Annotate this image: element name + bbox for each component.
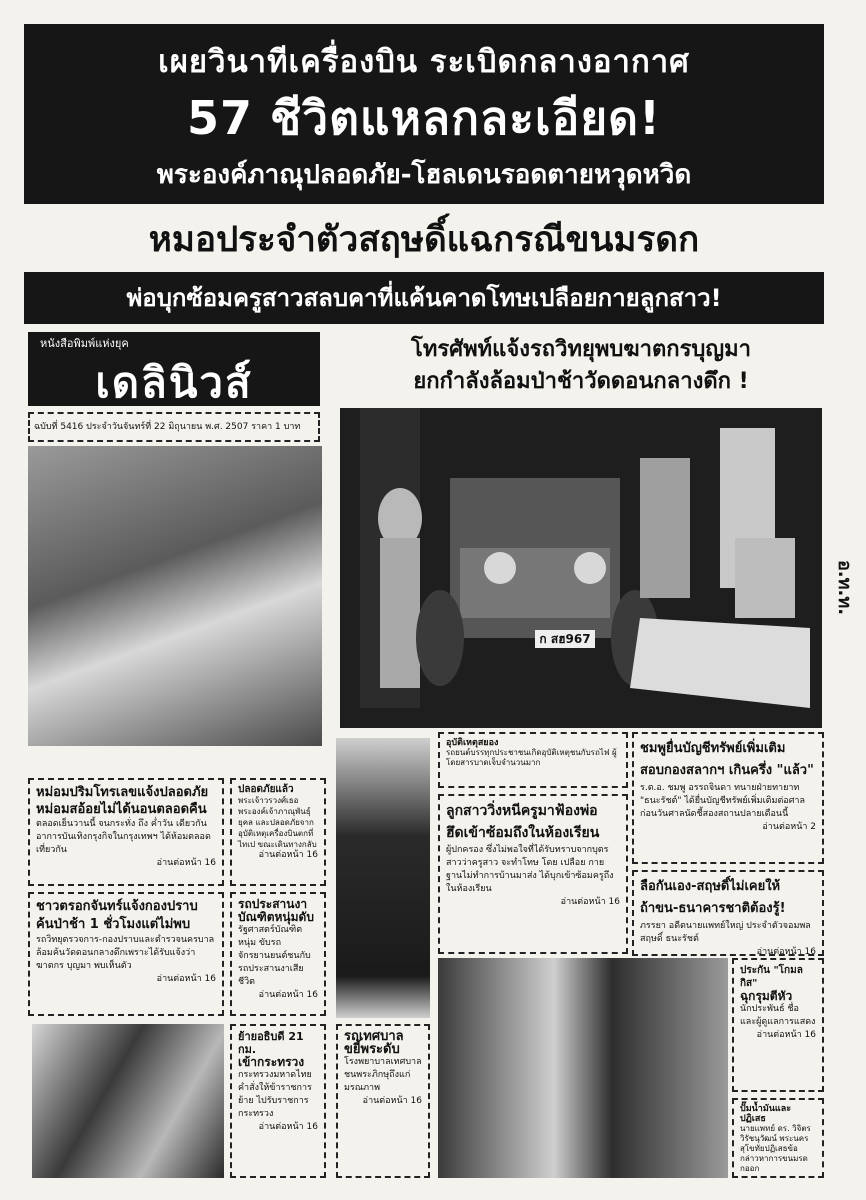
story-safe-cont: อ่านต่อหน้า 16 [258, 850, 318, 860]
story-student-cont: อ่านต่อหน้า 16 [258, 990, 318, 1000]
masthead-tagline: หนังสือพิมพ์แห่งยุค [40, 337, 129, 350]
story-police-headline-2: ค้นป่าช้า 1 ชั่วโมงแต่ไม่พบ [36, 917, 191, 932]
story-transfer [230, 1024, 326, 1178]
story-safe-headline: ปลอดภัยแล้ว [238, 784, 294, 795]
story-bank-cont: อ่านต่อหน้า 16 [756, 947, 816, 957]
story-bank-headline-1: ลือกันเอง-สฤษดิ์ไม่เคยให้ [640, 879, 781, 894]
story-police [28, 892, 224, 1016]
story-bank [632, 870, 824, 956]
story-princess-cont: อ่านต่อหน้า 16 [756, 1030, 816, 1040]
story-transfer-cont: อ่านต่อหน้า 16 [258, 1122, 318, 1132]
story-police-body: รถวิทยุตรวจการ-กองปราบและตำรวจนครบาล ล้อมค้นวัดดอนกลางดึกเพราะได้รับแจ้งว่า ฆาตกร บุญมา พบเห็นตัว [36, 935, 215, 971]
story-municipal-cont: อ่านต่อหน้า 16 [362, 1096, 422, 1106]
story-fire-body: นายแพทย์ ดร. วิจิตร วิรัชนุวัฒน์ พระนครสุโขทัยปฏิเสธข้อกล่าวหาการขนมรดกออก [740, 1124, 811, 1173]
photo-story-headline-line-1: โทรศัพท์แจ้งรถวิทยุพบฆาตกรบุญมา [411, 337, 751, 362]
story-assets-headline-1: ชมพูยื่นบัญชีทรัพย์เพิ่มเติม [640, 741, 786, 756]
story-safe [230, 778, 326, 886]
story-municipal [336, 1024, 430, 1178]
third-headline: พ่อบุกซ้อมครูสาวสลบคาที่แค้นคาดโทษเปลือยกายลูกสาว! [24, 272, 824, 324]
license-plate: ก สฮ967 [535, 630, 595, 648]
story-bank-headline-2: ถ้าขน-ธนาคารชาติต้องรู้! [640, 901, 786, 916]
vertical-mark: อ.ท.ท. [834, 560, 855, 616]
story-safe-body: พระเจ้าวรวงศ์เธอพระองค์เจ้าภาณุพันธุ์ยุคล และปลอดภัยจากอุบัติเหตุเครื่องบินตกที่ไทเป ขณะเดินทางกลับ [238, 796, 317, 849]
story-student [230, 892, 326, 1016]
story-accident-body: รถยนต์บรรทุกประชาชนเกิดอุบัติเหตุชนกับรถไฟ ผู้โดยสารบาดเจ็บจำนวนมาก [446, 748, 617, 767]
story-girl-cont: อ่านต่อหน้า 16 [560, 897, 620, 907]
story-transfer-body: กระทรวงมหาดไทยคำสั่งให้ข้าราชการย้าย ไปรับราชการกระทรวง [238, 1070, 312, 1119]
family-photo [32, 1024, 224, 1178]
story-accident-headline: อุบัติเหตุสยอง [446, 738, 499, 748]
story-girl [438, 794, 628, 954]
story-police-headline-1: ชาวตรอกจันทร์แจ้งกองปราบ [36, 899, 198, 914]
story-doctor-cont: อ่านต่อหน้า 16 [156, 858, 216, 868]
story-fire-headline: ปั๊มน้ำมันและปฏิเสธ [740, 1104, 792, 1124]
story-transfer-headline-1: ย้ายอธิบดี 21 กม. [238, 1030, 304, 1056]
headline-line-3: พระองค์ภาณุปลอดภัย-โฮลเดนรอดตายหวุดหวิด [156, 160, 692, 190]
story-student-body: รัฐศาสตร์บัณฑิตหนุ่ม ขับรถจักรยานยนต์ชนกับรถประสานงาเสียชีวิต [238, 925, 311, 987]
story-accident [438, 732, 628, 788]
portrait-photo [28, 446, 322, 746]
photo-story-headline [338, 334, 824, 404]
story-doctor-body: ตลอดเย็นวานนี้ จนกระทั่ง ถึง ค่ำวัน เดียวกัน อาการบันเทิงกรุงกิจในกรุงเทพฯ ได้ห้อมตลอดเที่ยวกัน [36, 819, 211, 855]
story-fire [732, 1098, 824, 1178]
story-assets-cont: อ่านต่อหน้า 2 [762, 822, 816, 832]
headline-line-1: เผยวินาทีเครื่องบิน ระเบิดกลางอากาศ [158, 44, 690, 80]
story-municipal-headline-1: รถเทศบาล [344, 1029, 404, 1044]
story-doctor-headline-1: หม่อมปริมโทรเลขแจ้งปลอดภัย [36, 785, 209, 800]
story-girl-body: ผู้ปกครอง ซึ่งไม่พอใจที่ได้รับทราบจากบุตรสาวว่าครูสาว จะทำโทษ โดย เปลือย กาย ฐานไม่ทำการบ้านมาส่ง ได้บุกเข้าซ้อมครูถึงในห้องเรียน [446, 845, 614, 894]
jeep-photo [340, 408, 822, 728]
story-assets [632, 732, 824, 864]
story-municipal-body: โรงพยาบาลเทศบาล ชนพระภิกษุถึงแก่มรณภาพ [344, 1057, 422, 1093]
standing-man-photo [336, 738, 430, 1018]
story-princess-headline-1: ประกัน "โกมลกิส" [740, 965, 803, 989]
story-municipal-headline-2: ขยี้พระดับ [344, 1042, 400, 1057]
story-transfer-headline-2: เข้ากระทรวง [238, 1055, 305, 1069]
headline-line-2: 57 ชีวิตแหลกละเอียด! [186, 91, 661, 145]
photo-story-headline-line-2: ยกกำลังล้อมป่าช้าวัดดอนกลางดึก ! [413, 369, 749, 394]
story-assets-body: ร.ต.อ. ชมพู อรรถจินดา ทนายฝ่ายทายาท "ธนะรัชต์" ได้ยื่นบัญชีทรัพย์เพิ่มเติมต่อศาล ก่อนวันศาลนัดชี้สองสถานปลายเดือนนี้ [640, 783, 805, 819]
masthead-name: เดลินิวส์ [95, 358, 253, 407]
story-student-headline-2: บัณฑิตหนุ่มดับ [238, 910, 314, 924]
story-bank-body: ภรรยา อดีตนายแพทย์ใหญ่ ประจำตัวจอมพลสฤษดิ์ ธนะรัชต์ [640, 921, 811, 944]
main-headline-block [24, 24, 824, 204]
issue-line: ฉบับที่ 5416 ประจำวันจันทร์ที่ 22 มิถุนายน พ.ศ. 2507 ราคา 1 บาท [28, 412, 320, 442]
story-girl-headline-2: ฮึดเข้าซ้อมถึงในห้องเรียน [446, 825, 600, 841]
couple-photo [438, 958, 728, 1178]
story-police-cont: อ่านต่อหน้า 16 [156, 974, 216, 984]
second-headline: หมอประจำตัวสฤษดิ์แฉกรณีขนมรดก [148, 220, 700, 260]
story-assets-headline-2: สอบกองสลากฯ เกินครึ่ง "แล้ว" [640, 763, 814, 778]
story-princess-body: นักประพันธ์ ชื่อ และผู้ดูแลการแสดง [740, 1004, 816, 1027]
story-student-headline-1: รถประสานงา [238, 897, 308, 911]
story-princess [732, 958, 824, 1092]
story-princess-headline-2: ฉุกรุมตีหัว [740, 989, 793, 1003]
story-girl-headline-1: ลูกสาววิ่งหนีครูมาฟ้องพ่อ [446, 803, 598, 819]
masthead [28, 332, 320, 406]
story-doctor-headline-2: หม่อมสอ้อยไม่ได้นอนตลอดคืน [36, 802, 207, 817]
jeep-photo-art [340, 408, 822, 728]
story-doctor [28, 778, 224, 886]
